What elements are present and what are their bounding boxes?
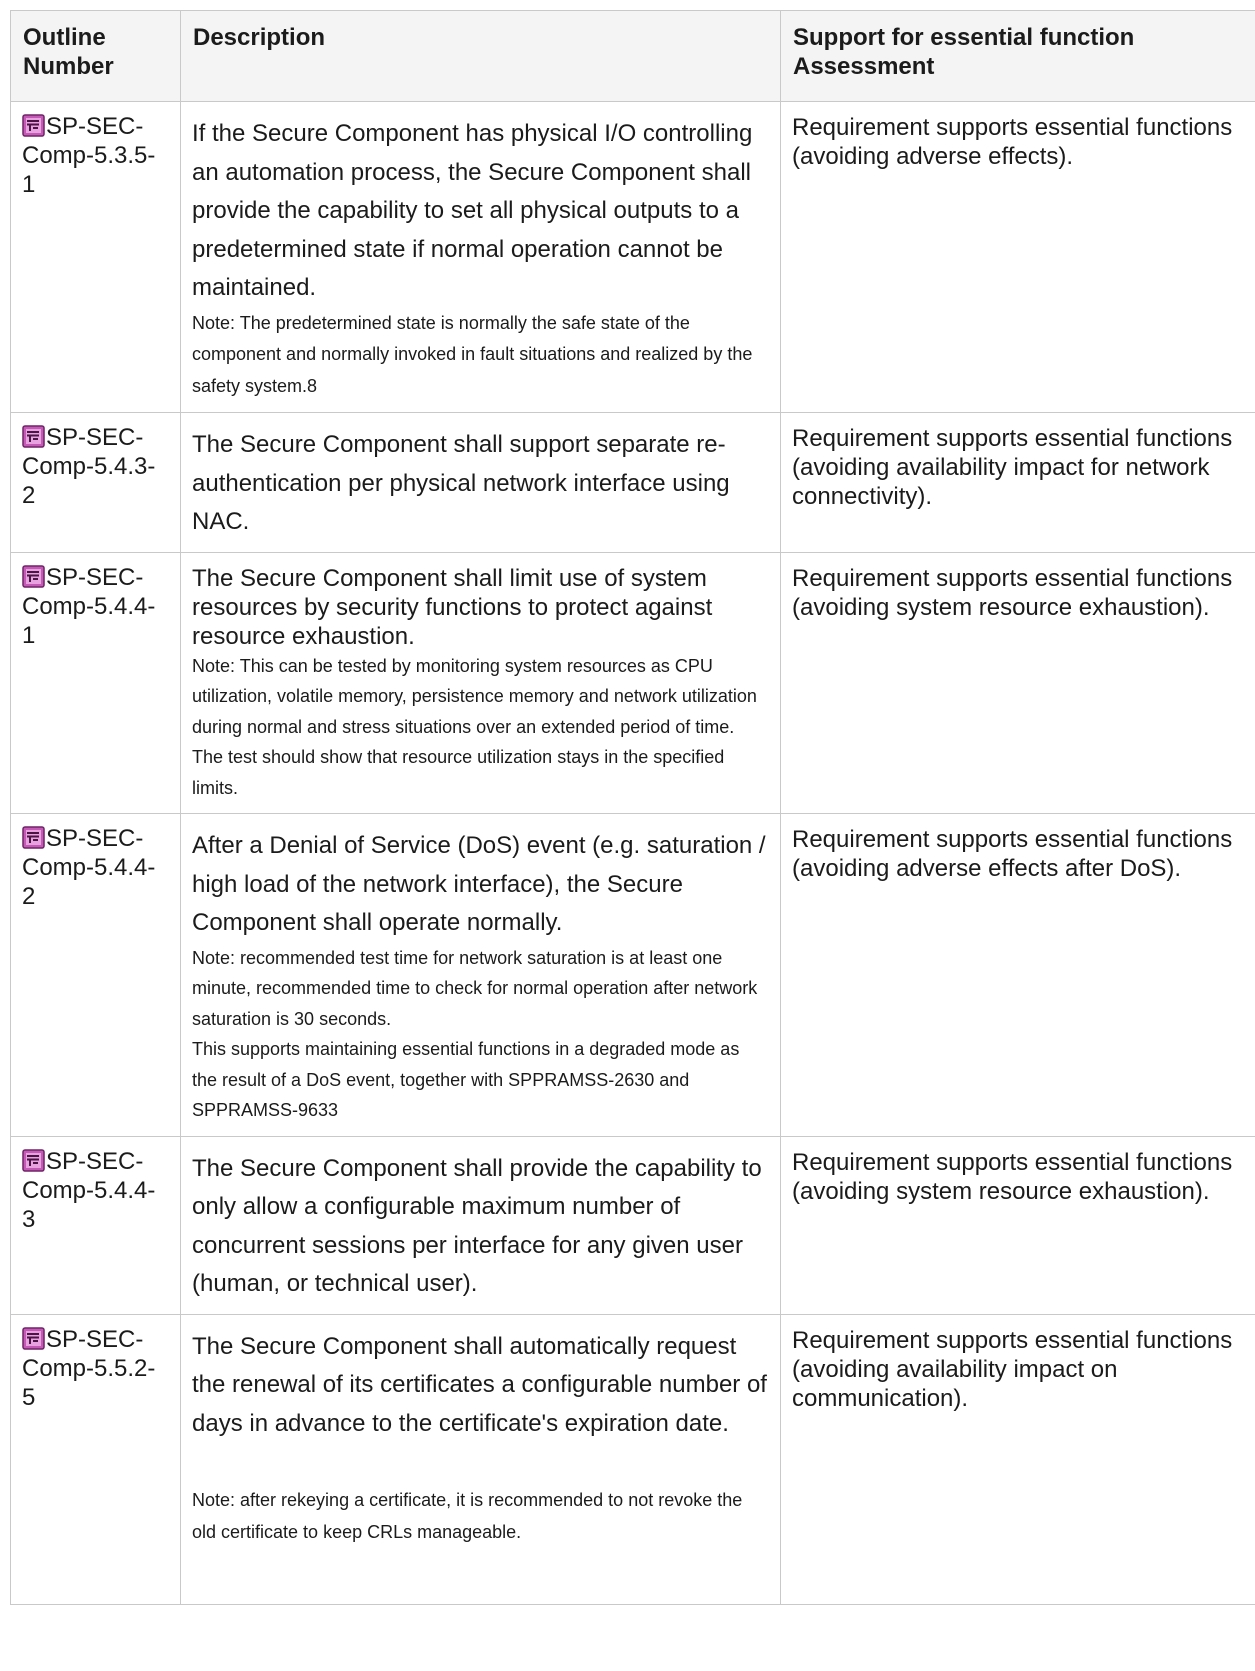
- requirement-doc-icon[interactable]: [22, 826, 45, 849]
- requirement-note-continuation: This supports maintaining essential functions in a degraded mode as the result of a DoS event, together with SPPRAMSS-2630 and SPPRAMSS-9633: [192, 1039, 740, 1120]
- requirements-table: [10, 10, 1255, 1605]
- support-cell: [781, 552, 1255, 814]
- table-row: [11, 1136, 1255, 1314]
- outline-cell: [11, 814, 181, 1137]
- requirement-doc-icon[interactable]: [22, 425, 45, 448]
- support-cell: [781, 814, 1255, 1137]
- paragraph-gap: [192, 1443, 768, 1485]
- outline-cell: [11, 102, 181, 413]
- table-row: [11, 102, 1255, 413]
- requirement-doc-icon[interactable]: [22, 1149, 45, 1172]
- outline-number[interactable]: SP-SEC-Comp-5.5.2-5: [22, 1325, 156, 1411]
- support-assessment: Requirement supports essential functions (avoiding adverse effects).: [792, 114, 1233, 170]
- requirement-text: The Secure Component shall provide the capability to only allow a configurable maximum number of concurrent sessions per interface for any given user (human, or technical user).: [192, 1154, 762, 1297]
- header-description: Description: [181, 11, 781, 102]
- requirement-text: The Secure Component shall limit use of system resources by security functions to protect against resource exhaustion.: [192, 564, 713, 650]
- requirement-text: The Secure Component shall support separate re-authentication per physical network interface using NAC.: [192, 431, 730, 535]
- description-cell: [181, 552, 781, 814]
- description-cell: [181, 413, 781, 553]
- outline-cell: [11, 1314, 181, 1604]
- requirement-text: The Secure Component shall automatically request the renewal of its certificates a configurable number of days in advance to the certificate's expiration date.: [192, 1332, 767, 1437]
- support-cell: [781, 102, 1255, 413]
- outline-number[interactable]: SP-SEC-Comp-5.4.3-2: [22, 424, 156, 509]
- outline-number[interactable]: SP-SEC-Comp-5.4.4-2: [22, 825, 156, 910]
- outline-number[interactable]: SP-SEC-Comp-5.4.4-1: [22, 563, 156, 649]
- table-row: [11, 814, 1255, 1137]
- table-row: [11, 413, 1255, 553]
- header-support: Support for essential function Assessment: [781, 11, 1255, 102]
- requirement-note: Note: after rekeying a certificate, it is recommended to not revoke the old certificate to keep CRLs manageable.: [192, 1490, 743, 1542]
- requirement-note: Note: The predetermined state is normally the safe state of the component and normally invoked in fault situations and realized by the safety system.8: [192, 312, 753, 396]
- description-cell: [181, 102, 781, 413]
- outline-number[interactable]: SP-SEC-Comp-5.4.4-3: [22, 1147, 156, 1233]
- support-assessment: Requirement supports essential functions (avoiding system resource exhaustion).: [792, 564, 1233, 621]
- requirement-doc-icon[interactable]: [22, 114, 45, 137]
- outline-cell: [11, 1136, 181, 1314]
- outline-number[interactable]: SP-SEC-Comp-5.3.5-1: [22, 113, 156, 198]
- table-row: [11, 552, 1255, 814]
- support-assessment: Requirement supports essential functions (avoiding system resource exhaustion).: [792, 1148, 1233, 1205]
- support-assessment: Requirement supports essential functions (avoiding availability impact on communication).: [792, 1326, 1233, 1412]
- support-cell: [781, 413, 1255, 553]
- requirement-note: Note: This can be tested by monitoring system resources as CPU utilization, volatile memory, persistence memory and network utilization during normal and stress situations over an extended period of time. The test should show that resource utilization stays in the specified limits.: [192, 655, 757, 798]
- description-cell: [181, 1314, 781, 1604]
- requirement-note: Note: recommended test time for network saturation is at least one minute, recommended time to check for normal operation after network saturation is 30 seconds.: [192, 947, 758, 1029]
- description-cell: [181, 814, 781, 1137]
- requirement-doc-icon[interactable]: [22, 565, 45, 588]
- requirement-doc-icon[interactable]: [22, 1327, 45, 1350]
- outline-cell: [11, 552, 181, 814]
- requirement-text: If the Secure Component has physical I/O controlling an automation process, the Secure Component shall provide the capability to set all physical outputs to a predetermined state if normal operation cannot be maintained.: [192, 120, 753, 301]
- table-row: [11, 1314, 1255, 1604]
- outline-cell: [11, 413, 181, 553]
- support-assessment: Requirement supports essential functions (avoiding adverse effects after DoS).: [792, 826, 1233, 882]
- header-outline-number: Outline Number: [11, 11, 181, 102]
- description-cell: [181, 1136, 781, 1314]
- support-assessment: Requirement supports essential functions (avoiding availability impact for network connectivity).: [792, 425, 1233, 510]
- support-cell: [781, 1136, 1255, 1314]
- support-cell: [781, 1314, 1255, 1604]
- requirement-text: After a Denial of Service (DoS) event (e.g. saturation / high load of the network interface), the Secure Component shall operate normally.: [192, 832, 766, 936]
- table-header-row: [11, 11, 1255, 102]
